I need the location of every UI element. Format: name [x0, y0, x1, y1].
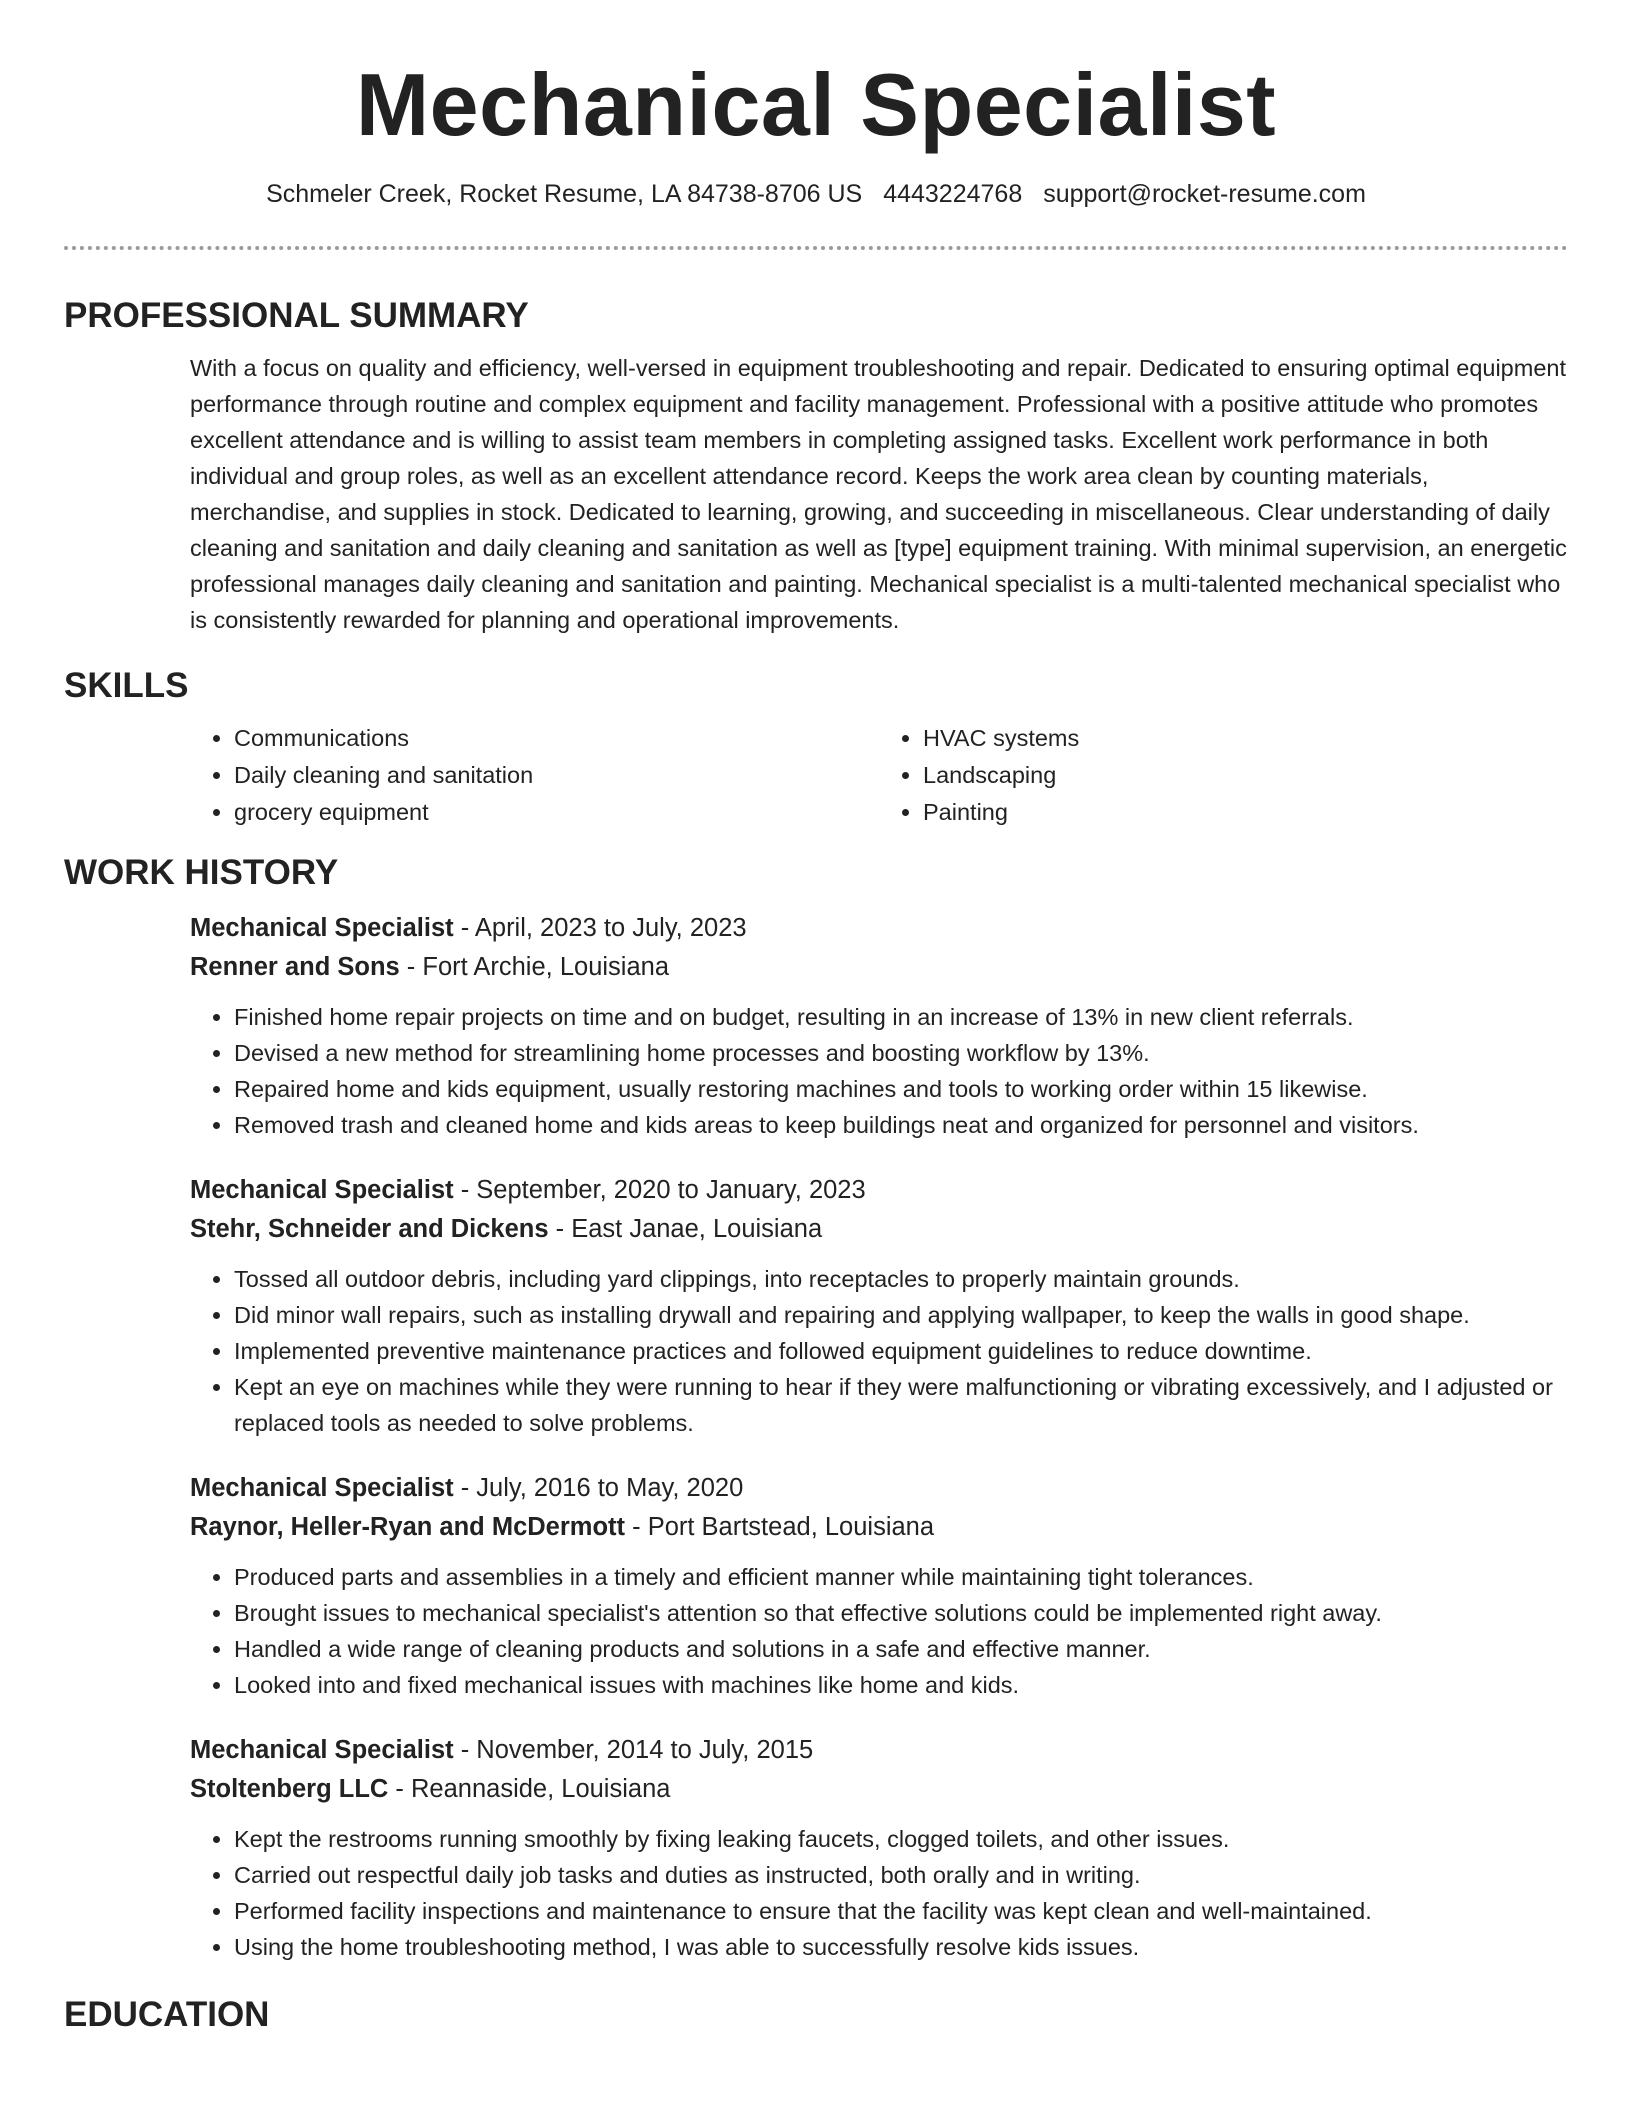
job-bullet: • Performed facility inspections and maintenance to ensure that the facility was kept clean and well-maintained.: [234, 1893, 1568, 1929]
job-bullet: • Kept an eye on machines while they were running to hear if they were malfunctioning or vibrating excessively, and I adjusted or replaced tools as needed to solve problems.: [234, 1369, 1568, 1441]
job-bullet: • Brought issues to mechanical specialist's attention so that effective solutions could be implemented right away.: [234, 1595, 1568, 1631]
job-bullet: • Looked into and fixed mechanical issues with machines like home and kids.: [234, 1667, 1568, 1703]
job-bullet: • Produced parts and assemblies in a timely and efficient manner while maintaining tight tolerances.: [234, 1559, 1568, 1595]
job-bullet: • Devised a new method for streamlining home processes and boosting workflow by 13%.: [234, 1035, 1568, 1071]
job-bullet: • Finished home repair projects on time and on budget, resulting in an increase of 13% in new client referrals.: [234, 999, 1568, 1035]
job-entry: [190, 1171, 1568, 1441]
job-company-line: [190, 1770, 1568, 1809]
job-company: Raynor, Heller-Ryan and McDermott: [190, 1513, 626, 1541]
job-bullet: • Did minor wall repairs, such as installing drywall and repairing and applying wallpaper, to keep the walls in good shape.: [234, 1297, 1568, 1333]
job-entry: [190, 1731, 1568, 1965]
job-company: Stehr, Schneider and Dickens: [190, 1215, 549, 1243]
skill-item: • Painting: [923, 794, 1568, 831]
summary-text: With a focus on quality and efficiency, well-versed in equipment troubleshooting and repair. Dedicated to ensuring optimal equipment performance through routine and complex equipment and facility management. Professional with a positive attitude who promotes excellent attendance and is willing to assist team members in completing assigned tasks. Excellent work performance in both individual and group roles, as well as an excellent attendance record. Keeps the work area clean by counting materials, merchandise, and supplies in stock. Dedicated to learning, growing, and succeeding in miscellaneous. Clear understanding of daily cleaning and sanitation and daily cleaning and sanitation as well as [type] equipment training. With minimal supervision, an energetic professional manages daily cleaning and sanitation and painting. Mechanical specialist is a multi-talented mechanical specialist who is consistently rewarded for planning and operational improvements.: [190, 355, 1567, 633]
job-dates: - April, 2023 to July, 2023: [453, 914, 747, 942]
job-bullet-list: [190, 999, 1568, 1143]
education-section: [64, 1993, 1568, 2037]
job-bullet-list: [190, 1821, 1568, 1965]
job-location: - Port Bartstead, Louisiana: [625, 1513, 935, 1541]
job-role: Mechanical Specialist: [190, 1176, 454, 1204]
job-role: Mechanical Specialist: [190, 914, 454, 942]
job-company-line: [190, 1508, 1568, 1547]
job-company: Renner and Sons: [190, 953, 400, 981]
skill-item: • grocery equipment: [234, 794, 879, 831]
header-divider: [64, 246, 1568, 250]
contact-line: [0, 176, 1632, 212]
job-bullet: • Using the home troubleshooting method, I was able to successfully resolve kids issues.: [234, 1929, 1568, 1965]
contact-email: support@rocket-resume.com: [1043, 180, 1366, 208]
job-location: - East Janae, Louisiana: [548, 1215, 823, 1243]
job-company-line: [190, 1210, 1568, 1249]
skill-item: • Landscaping: [923, 757, 1568, 794]
job-title-line: [190, 909, 1568, 948]
job-location: - Fort Archie, Louisiana: [399, 953, 669, 981]
job-bullet-list: [190, 1559, 1568, 1703]
job-bullet: • Carried out respectful daily job tasks and duties as instructed, both orally and in writing.: [234, 1857, 1568, 1893]
job-title-line: [190, 1171, 1568, 1210]
job-title-line: [190, 1731, 1568, 1770]
job-dates: - July, 2016 to May, 2020: [453, 1474, 744, 1502]
job-bullet: • Repaired home and kids equipment, usually restoring machines and tools to working order within 15 likewise.: [234, 1071, 1568, 1107]
job-entry: [190, 1469, 1568, 1703]
skills-grid: [190, 720, 1568, 831]
section-title-skills: SKILLS: [64, 666, 189, 705]
professional-summary-section: [64, 294, 1568, 638]
job-bullet: • Implemented preventive maintenance practices and followed equipment guidelines to reduce downtime.: [234, 1333, 1568, 1369]
section-title-summary: PROFESSIONAL SUMMARY: [64, 296, 529, 335]
job-entry: [190, 909, 1568, 1143]
job-company: Stoltenberg LLC: [190, 1775, 389, 1803]
job-bullet: • Removed trash and cleaned home and kids areas to keep buildings neat and organized for personnel and visitors.: [234, 1107, 1568, 1143]
skill-item: • Communications: [234, 720, 879, 757]
skill-item: • Daily cleaning and sanitation: [234, 757, 879, 794]
section-title-work-history: WORK HISTORY: [64, 853, 339, 892]
skills-column-left: [190, 720, 879, 831]
contact-phone: 4443224768: [883, 180, 1023, 208]
job-bullet: • Kept the restrooms running smoothly by fixing leaking faucets, clogged toilets, and other issues.: [234, 1821, 1568, 1857]
resume-header: [0, 0, 1632, 212]
job-title-line: [190, 1469, 1568, 1508]
contact-address: Schmeler Creek, Rocket Resume, LA 84738-8706 US: [266, 180, 863, 208]
skills-column-right: [879, 720, 1568, 831]
job-dates: - November, 2014 to July, 2015: [453, 1736, 814, 1764]
skill-item: • HVAC systems: [923, 720, 1568, 757]
job-bullet: • Handled a wide range of cleaning products and solutions in a safe and effective manner.: [234, 1631, 1568, 1667]
job-dates: - September, 2020 to January, 2023: [453, 1176, 866, 1204]
job-bullet-list: [190, 1261, 1568, 1441]
job-role: Mechanical Specialist: [190, 1736, 454, 1764]
candidate-name: Mechanical Specialist: [355, 55, 1277, 154]
work-history-section: [64, 851, 1568, 1965]
skills-section: [64, 664, 1568, 831]
job-location: - Reannaside, Louisiana: [388, 1775, 671, 1803]
job-company-line: [190, 948, 1568, 987]
job-bullet: • Tossed all outdoor debris, including yard clippings, into receptacles to properly maintain grounds.: [234, 1261, 1568, 1297]
section-title-education: EDUCATION: [64, 1995, 270, 2034]
job-role: Mechanical Specialist: [190, 1474, 454, 1502]
work-history-body: [190, 909, 1568, 1965]
